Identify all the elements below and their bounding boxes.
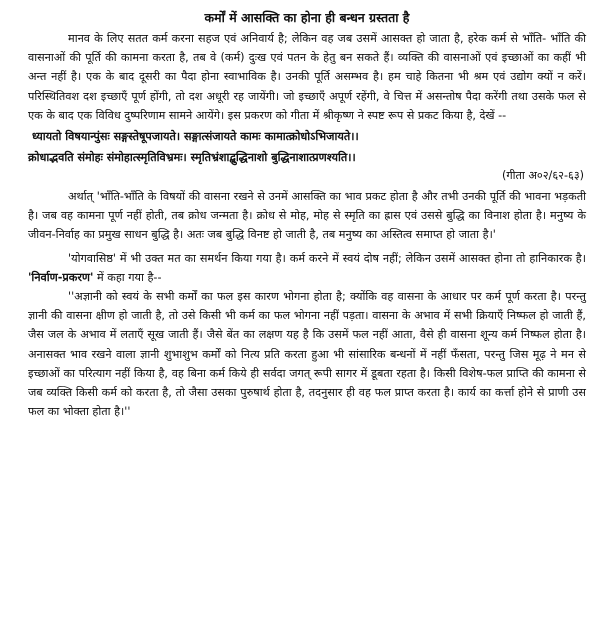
yogavasistha-paragraph	[28, 249, 586, 287]
explanation-paragraph: अर्थात् 'भाँति-भाँति के विषयों की वासना रखने से उनमें आसक्ति का भाव प्रकट होता है और तभी उनकी पूर्ति की भावना भड़कती है। जब वह कामना पूर्ण नहीं होती, तब क्रोध जन्मता है। क्रोध से मोह, मोह से स्मृति का ह्रास एवं उससे बुद्धि का विनाश होता है। मनुष्य के जीवन-निर्वाह का प्रमुख साधन बुद्धि है। अतः जब बुद्धि विनष्ट हो जाती है, तब मनुष्य का अस्तित्व समाप्त हो जाता है।'	[28, 190, 586, 242]
gita-verse-line-2: क्रोधाद्भवति संमोहः संमोहात्स्मृतिविभ्रमः। स्मृतिभ्रंशाद्बुद्धिनाशो बुद्धिनाशात्प्रणश्यति।।	[28, 151, 356, 165]
yogavasistha-text: 'योगवासिष्ठ' में भी उक्त मत का समर्थन किया गया है। कर्म करने में स्वयं दोष नहीं; लेकिन उसमें आसक्त होना तो हानिकारक है।	[68, 251, 586, 265]
nirvana-prakaran-title: 'निर्वाण-प्रकरण'	[28, 270, 94, 284]
intro-paragraph: मानव के लिए सतत कर्म करना सहज एवं अनिवार्य है; लेकिन वह जब उसमें आसक्त हो जाता है, हरेक कर्म से भाँति- भाँति की वासनाओं की पूर्ति की कामना करता है, तब वे (कर्म) दुःख एवं पतन के हेतु बन सकते हैं। व्यक्ति की वासनाओं एवं इच्छाओं का कहीं भी अन्त नहीं है। एक के बाद दूसरी का पैदा होना स्वाभाविक है। उनकी पूर्ति असम्भव है। हम चाहे कितना भी श्रम एवं उद्योग क्यों न करें। परिस्थितिवश दश इच्छाएँ पूर्ण होंगी, तो दश अधूरी रह जायेंगी। जो इच्छाएँ अपूर्ण रहेंगी, वे चित्त में असन्तोष पैदा करेंगी तथा उसके फल से एक के बाद एक विविध दुष्परिणाम सामने आयेंगे। इस प्रकरण को गीता में श्रीकृष्ण ने स्पष्ट रूप से प्रकट किया है, देखें --	[28, 32, 586, 122]
verse-reference: (गीता अ०२/६२-६३)	[501, 169, 584, 183]
yogavasistha-text-end: में कहा गया है--	[93, 270, 162, 284]
page-title: कर्मों में आसक्ति का होना ही बन्धन ग्रस्तता है	[204, 10, 410, 25]
gita-verse-line-1: ध्यायतो विषयान्पुंसः सङ्गस्तेषूपजायते। सङ्गात्संजायते कामः कामात्क्रोधोऽभिजायते।।	[32, 130, 359, 144]
quote-paragraph: ''अज्ञानी को स्वयं के सभी कर्मों का फल इस कारण भोगना होता है; क्योंकि वह वासना के आधार पर कर्म पूर्ण करता है। परन्तु ज्ञानी की वासना क्षीण हो जाती है, तो उसे किसी भी कर्म का फल भोगना नहीं पड़ता। वासना के अभाव में सभी क्रियाएँ निष्फल हो जाती हैं, जैस जल के अभाव में लताएँ सूख जाती हैं। जैसे बेंत का लक्षण यह है कि उसमें फल नहीं आता, वैसे ही वासना शून्य कर्म निष्फल होता है। अनासक्त भाव रखने वाला ज्ञानी शुभाशुभ कर्मों को नित्य प्रति करता हुआ भी सांसारिक बन्धनों में नहीं फँसता, परन्तु जिस मूढ़ ने मन से इच्छाओं का परित्याग नहीं किया है, वह बिना कर्म किये ही सर्वदा जगत् रूपी सागर में डूबता रहता है। किसी विशेष-फल प्राप्ति की कामना से जब व्यक्ति किसी कर्म को करता है, तो जैसा उसका पुरुषार्थ होता है, तदनुसार ही वह फल प्राप्त करता है। कार्य का कर्त्ता होने से प्राणी उस फल का भोक्ता होता है।''	[28, 290, 586, 419]
